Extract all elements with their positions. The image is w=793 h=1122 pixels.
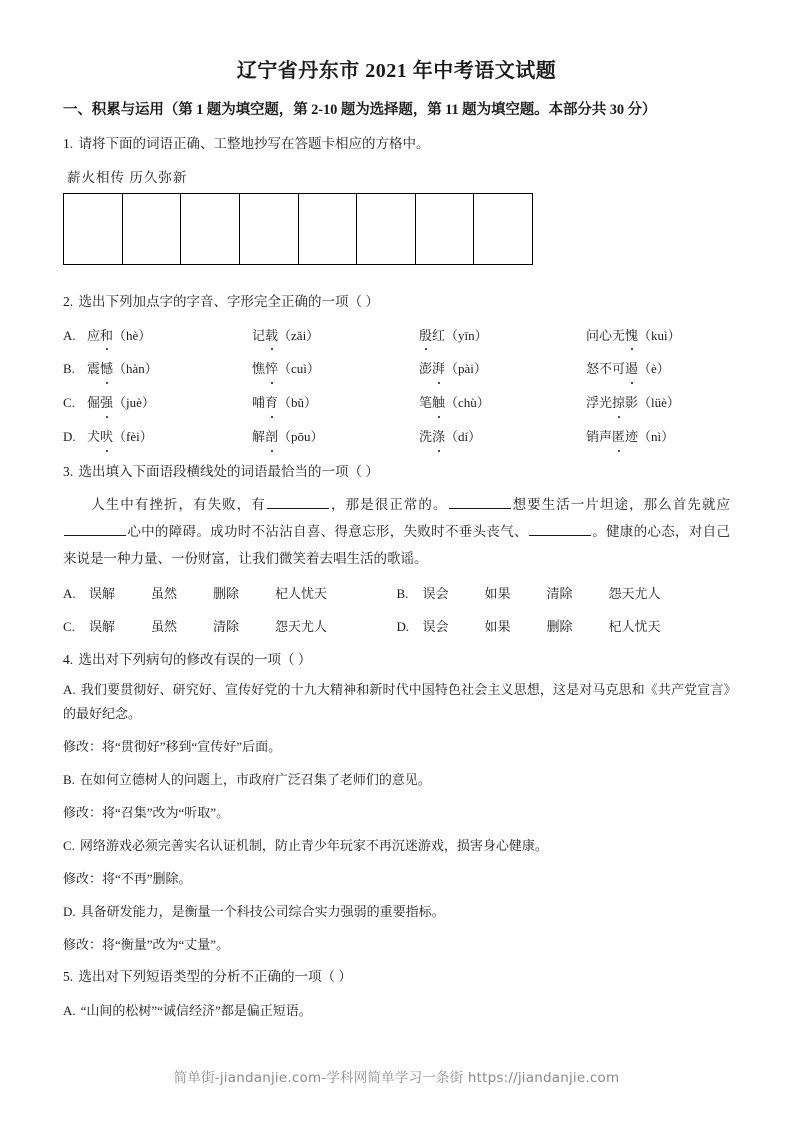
dotted-char: 愧	[625, 326, 638, 347]
question-3-number: 3.	[63, 463, 74, 479]
option-word: 怨天尤人	[275, 618, 328, 634]
option-label: A.	[63, 585, 76, 601]
passage-part-5: 。健康的心态，对自己来说是一种力量、一份财富，让我们微笑着去唱生活的歌谣。	[63, 523, 730, 567]
pinyin-item: 澎湃（pài）	[419, 359, 586, 380]
dotted-char: 掠	[612, 393, 625, 414]
dotted-char: 吠	[100, 427, 113, 448]
option-word: 误会	[422, 618, 449, 634]
passage-part-4: 心中的障碍。成功时不沾沾自喜、得意忘形，失败时不垂头丧气、	[127, 523, 528, 540]
question-3	[63, 461, 730, 638]
question-3-options-row-2	[63, 616, 730, 638]
question-4-fix-b: 修改：将“召集”改为“听取”。	[63, 805, 230, 821]
question-4-fix-a: 修改：将“贯彻好”移到“宣传好”后面。	[63, 738, 282, 754]
question-3-passage	[63, 492, 730, 573]
pinyin-item: 震憾（hàn）	[87, 359, 252, 380]
blank-1[interactable]	[267, 508, 329, 509]
pinyin-item: 销声匿迹（nì）	[586, 427, 753, 448]
option-word: 杞人忧天	[608, 618, 661, 634]
pinyin-item: 解剖（pōu）	[252, 427, 419, 448]
option-label: A.	[63, 327, 76, 343]
question-3-options-row-1	[63, 583, 730, 605]
blank-2[interactable]	[449, 508, 511, 509]
dotted-char: 剖	[265, 427, 278, 448]
option-word: 如果	[484, 618, 511, 634]
option-word: 杞人忧天	[275, 585, 328, 601]
option-label: C.	[63, 618, 75, 634]
passage-part-3: 想要生活一片坦途，那么首先就应	[511, 496, 731, 513]
pinyin-item: 洗涤（dí）	[419, 427, 586, 448]
passage-part-1: 人生中有挫折，有失败，有	[90, 496, 266, 513]
option-sentence: 网络游戏必须完善实名认证机制，防止青少年玩家不再沉迷游戏，损害身心健康。	[79, 838, 548, 854]
pinyin-item: 犬吠（fèi）	[87, 427, 252, 448]
pinyin-item: 殷红（yīn）	[419, 326, 586, 347]
question-2-option-c[interactable]	[63, 393, 730, 414]
page-content	[63, 58, 730, 1032]
dotted-char: 载	[265, 326, 278, 347]
dotted-char: 强	[100, 393, 113, 414]
option-sentence: 具备研发能力，是衡量一个科技公司综合实力强弱的重要指标。	[80, 904, 445, 920]
pinyin-item: 浮光掠影（lüè）	[586, 393, 753, 414]
question-1-number: 1.	[63, 135, 74, 151]
pinyin-item: 笔触（chù）	[419, 393, 586, 414]
option-word: 如果	[484, 585, 511, 601]
question-3-text: 选出填入下面语段横线处的词语最恰当的一项（ ）	[78, 463, 379, 479]
dotted-char: 和	[100, 326, 113, 347]
option-label: A.	[63, 681, 76, 697]
option-label: B.	[63, 772, 75, 788]
option-word: 误会	[422, 585, 449, 601]
question-2-option-b[interactable]	[63, 359, 730, 380]
question-5-option-a[interactable]	[63, 999, 730, 1023]
pinyin-item: 哺育（bǔ）	[252, 393, 419, 414]
question-3-option-c[interactable]	[63, 616, 397, 638]
question-2-stem	[63, 291, 730, 314]
grid-cell[interactable]	[123, 194, 182, 264]
option-word: 删除	[546, 618, 573, 634]
blank-3[interactable]	[64, 535, 126, 536]
option-word: 怨天尤人	[608, 585, 661, 601]
option-label: C.	[63, 838, 75, 854]
dotted-char: 育	[265, 393, 278, 414]
question-4	[63, 649, 730, 957]
pinyin-item: 应和（hè）	[87, 326, 252, 347]
grid-cell[interactable]	[299, 194, 358, 264]
option-word: 清除	[546, 585, 573, 601]
grid-cell[interactable]	[64, 194, 123, 264]
dotted-char: 触	[432, 393, 445, 414]
passage-part-2: ，那是很正常的。	[329, 496, 448, 513]
dotted-char: 匿	[612, 427, 625, 448]
dotted-char: 悴	[265, 359, 278, 380]
question-4-fix-c: 修改：将“不再”删除。	[63, 871, 192, 887]
pinyin-item: 记载（zǎi）	[252, 326, 419, 347]
dotted-char: 湃	[432, 359, 445, 380]
question-3-option-a[interactable]	[63, 583, 397, 605]
option-label: C.	[63, 395, 75, 411]
question-3-option-b[interactable]	[397, 583, 731, 605]
grid-cell[interactable]	[474, 194, 532, 264]
grid-cell[interactable]	[416, 194, 475, 264]
question-4-text: 选出对下列病句的修改有误的一项（ ）	[78, 651, 312, 667]
question-1-word-sample: 薪火相传 历久弥新	[67, 169, 188, 185]
page-title: 辽宁省丹东市 2021 年中考语文试题	[236, 60, 557, 82]
dotted-char: 殷	[419, 326, 432, 347]
grid-cell[interactable]	[240, 194, 299, 264]
question-4-fix-d: 修改：将“衡量”改为“丈量”。	[63, 937, 230, 953]
question-2	[63, 291, 730, 448]
grid-cell[interactable]	[181, 194, 240, 264]
question-3-stem	[63, 461, 730, 484]
pinyin-item: 倔强（juè）	[87, 393, 252, 414]
option-label: B.	[396, 585, 409, 601]
option-word: 误解	[89, 618, 116, 634]
question-1	[63, 133, 730, 265]
question-4-option-c[interactable]	[63, 834, 730, 858]
pinyin-item: 憔悴（cuì）	[252, 359, 419, 380]
question-5-number: 5.	[63, 969, 74, 985]
question-1-stem	[63, 133, 730, 156]
section-heading: 一、积累与运用（第 1 题为填空题，第 2-10 题为选择题，第 11 题为填空题。本部分共 30 分）	[63, 102, 657, 118]
question-4-stem	[63, 649, 730, 672]
option-label: D.	[63, 904, 76, 920]
pinyin-item: 问心无愧（kuì）	[586, 326, 753, 347]
pinyin-item: 怒不可遏（è）	[586, 359, 753, 380]
question-2-option-a[interactable]	[63, 326, 730, 347]
option-sentence: “山间的松树”“诚信经济”都是偏正短语。	[80, 1003, 312, 1019]
question-4-option-a[interactable]	[63, 678, 730, 726]
option-label: D.	[396, 618, 410, 634]
dotted-char: 涤	[432, 427, 445, 448]
option-sentence: 我们要贯彻好、研究好、宣传好党的十九大精神和新时代中国特色社会主义思想，这是对马克思和《共产党宣言》的最好纪念。	[63, 681, 730, 721]
dotted-char: 遏	[625, 359, 638, 380]
footer-watermark: 简单街-jiandanjie.com-学科网简单学习一条街 https://jiandanjie.com	[173, 1070, 620, 1086]
blank-4[interactable]	[529, 535, 591, 536]
question-2-number: 2.	[63, 293, 74, 309]
option-word: 虽然	[151, 618, 178, 634]
option-label: A.	[63, 1003, 76, 1019]
question-5-text: 选出对下列短语类型的分析不正确的一项（ ）	[78, 969, 352, 985]
option-label: D.	[63, 429, 76, 445]
option-word: 误解	[89, 585, 116, 601]
question-4-option-d[interactable]	[63, 900, 730, 924]
dotted-char: 憾	[100, 359, 113, 380]
option-word: 虽然	[151, 585, 178, 601]
answer-character-grid[interactable]	[63, 193, 533, 265]
question-2-text: 选出下列加点字的字音、字形完全正确的一项（ ）	[78, 293, 379, 309]
option-sentence: 在如何立德树人的问题上，市政府广泛召集了老师们的意见。	[79, 772, 431, 788]
question-4-option-b[interactable]	[63, 768, 730, 792]
question-5-stem	[63, 966, 730, 989]
question-5	[63, 966, 730, 1023]
grid-cell[interactable]	[357, 194, 416, 264]
option-word: 删除	[213, 585, 240, 601]
option-label: B.	[63, 361, 75, 377]
question-2-option-d[interactable]	[63, 427, 730, 448]
option-word: 清除	[213, 618, 240, 634]
question-1-text: 请将下面的词语正确、工整地抄写在答题卡相应的方格中。	[78, 135, 430, 151]
question-4-number: 4.	[63, 651, 74, 667]
question-3-option-d[interactable]	[397, 616, 731, 638]
